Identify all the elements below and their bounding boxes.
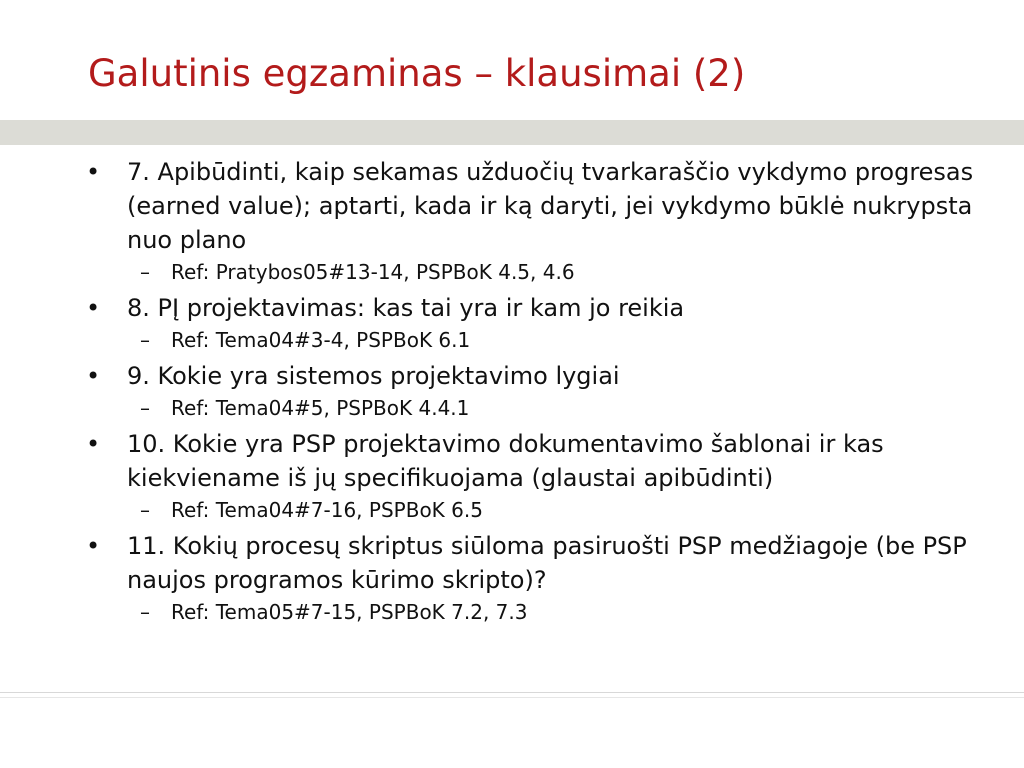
reference-item: [127, 393, 984, 424]
question-text: 9. Kokie yra sistemos projektavimo lygiai: [127, 362, 620, 390]
question-text: 10. Kokie yra PSP projektavimo dokumentavimo šablonai ir kas kiekviename iš jų specifikuojama (glaustai apibūdinti): [127, 430, 884, 492]
slide-title: Galutinis egzaminas – klausimai (2): [88, 52, 746, 95]
footer-divider: [0, 697, 1024, 698]
bullet-marker: •: [86, 158, 101, 186]
dash-marker: –: [140, 260, 150, 284]
list-item: [84, 427, 984, 526]
sub-list: [127, 325, 984, 356]
sub-list: [127, 597, 984, 628]
bullet-marker: •: [86, 532, 101, 560]
reference-item: [127, 325, 984, 356]
dash-marker: –: [140, 498, 150, 522]
dash-marker: –: [140, 396, 150, 420]
dash-marker: –: [140, 600, 150, 624]
question-text: 11. Kokių procesų skriptus siūloma pasiruošti PSP medžiagoje (be PSP naujos programos kūrimo skripto)?: [127, 532, 967, 594]
sub-list: [127, 393, 984, 424]
sub-list: [127, 495, 984, 526]
reference-text: Ref: Tema04#5, PSPBoK 4.4.1: [171, 396, 470, 420]
reference-text: Ref: Pratybos05#13-14, PSPBoK 4.5, 4.6: [171, 260, 575, 284]
question-text: 7. Apibūdinti, kaip sekamas užduočių tvarkaraščio vykdymo progresas (earned value); aptarti, kada ir ką daryti, jei vykdymo būklė nukrypsta nuo plano: [127, 158, 974, 254]
question-text: 8. PĮ projektavimas: kas tai yra ir kam jo reikia: [127, 294, 685, 322]
reference-text: Ref: Tema04#7-16, PSPBoK 6.5: [171, 498, 483, 522]
reference-item: [127, 495, 984, 526]
reference-item: [127, 597, 984, 628]
list-item: [84, 359, 984, 424]
reference-text: Ref: Tema05#7-15, PSPBoK 7.2, 7.3: [171, 600, 528, 624]
dash-marker: –: [140, 328, 150, 352]
list-item: [84, 529, 984, 628]
bullet-list: [84, 155, 984, 628]
title-divider-band: [0, 120, 1024, 145]
list-item: [84, 291, 984, 356]
sub-list: [127, 257, 984, 288]
reference-item: [127, 257, 984, 288]
bullet-marker: •: [86, 430, 101, 458]
footer-divider: [0, 692, 1024, 693]
bullet-marker: •: [86, 362, 101, 390]
reference-text: Ref: Tema04#3-4, PSPBoK 6.1: [171, 328, 471, 352]
bullet-marker: •: [86, 294, 101, 322]
list-item: [84, 155, 984, 288]
